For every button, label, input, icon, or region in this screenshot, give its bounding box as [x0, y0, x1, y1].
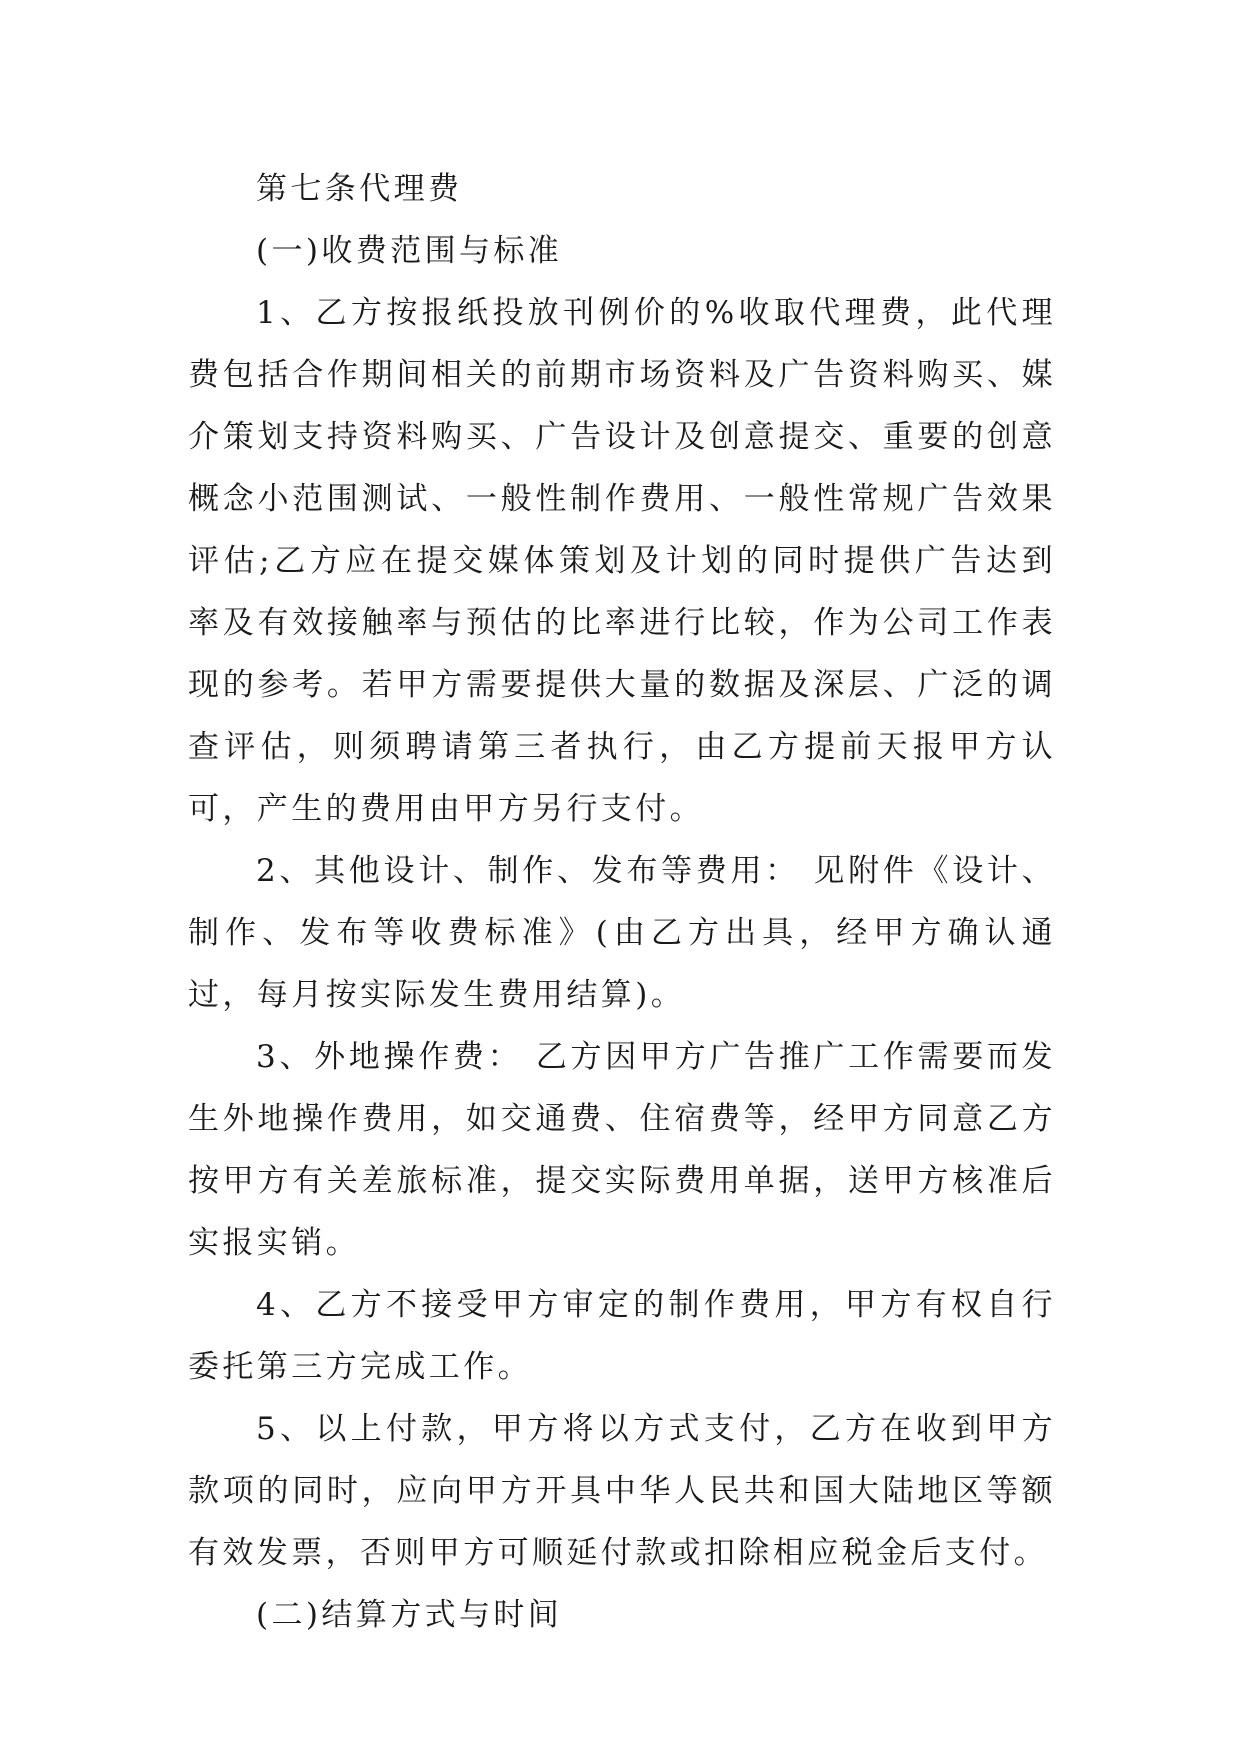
clause-4-production-fees: 4、乙方不接受甲方审定的制作费用，甲方有权自行委托第三方完成工作。 — [188, 1287, 1056, 1385]
document-body — [188, 158, 1056, 1646]
clause-1-agency-fee: 1、乙方按报纸投放刊例价的%收取代理费，此代理费包括合作期间相关的前期市场资料及广告资料购买、媒介策划支持资料购买、广告设计及创意提交、重要的创意概念小范围测试、一般性制作费用、一般性常规广告效果评估;乙方应在提交媒体策划及计划的同时提供广告达到率及有效接触率与预估的比率进行比较，作为公司工作表现的参考。若甲方需要提供大量的数据及深层、广泛的调查评估，则须聘请第三者执行，由乙方提前天报甲方认可，产生的费用由甲方另行支付。 — [188, 295, 1056, 827]
clause-2-other-fees: 2、其他设计、制作、发布等费用： 见附件《设计、制作、发布等收费标准》(由乙方出具，经甲方确认通过，每月按实际发生费用结算)。 — [188, 853, 1056, 1013]
clause-3-travel-fees: 3、外地操作费： 乙方因甲方广告推广工作需要而发生外地操作费用，如交通费、住宿费等，经甲方同意乙方按甲方有关差旅标准，提交实际费用单据，送甲方核准后实报实销。 — [188, 1039, 1056, 1261]
article-title: 第七条代理费 — [256, 171, 463, 207]
clause-5-payment: 5、以上付款，甲方将以方式支付，乙方在收到甲方款项的同时，应向甲方开具中华人民共和国大陆地区等额有效发票，否则甲方可顺延付款或扣除相应税金后支付。 — [188, 1411, 1056, 1571]
section-heading-fee-scope: (一)收费范围与标准 — [256, 233, 563, 269]
section-heading-settlement: (二)结算方式与时间 — [256, 1597, 563, 1633]
